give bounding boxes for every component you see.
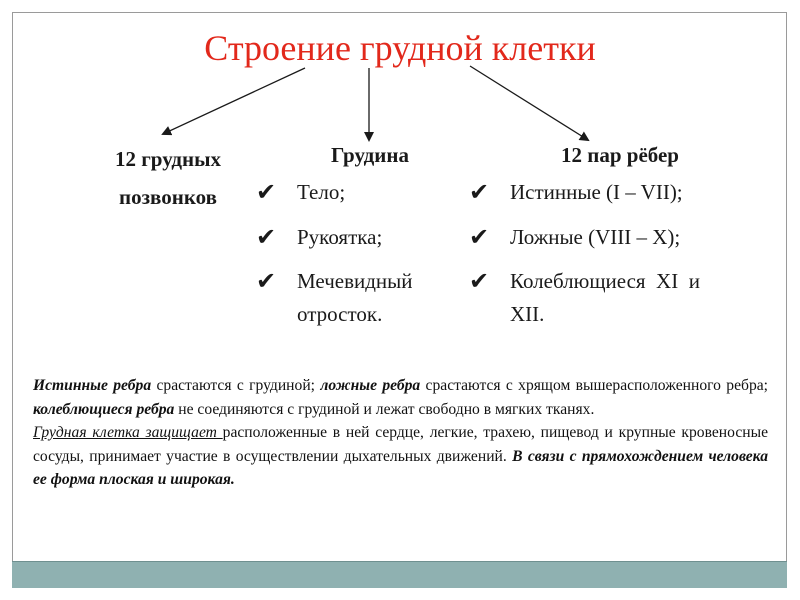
description-paragraph-1 xyxy=(33,374,768,421)
ribs-item: Истинные (I – VII); xyxy=(510,180,683,204)
ribs-item: XII. xyxy=(510,302,545,326)
vertebrae-heading-line2: позвонков xyxy=(119,185,217,209)
ribs-item: Ложные (VIII – X); xyxy=(510,225,681,249)
description-fragment: расположенные в ней сердце, легкие, трахею, пищевод и крупные кровеносные сосуды, принимает участие в осуществлении дыхательных движений. xyxy=(33,424,768,465)
slide-title: Строение грудной клетки xyxy=(204,28,596,68)
check-icon: ✔ xyxy=(469,269,490,295)
arrow-to-vertebrae xyxy=(163,68,305,134)
column-sternum-heading: Грудина xyxy=(331,143,409,167)
arrow-to-ribs xyxy=(470,66,588,140)
description-paragraph-2 xyxy=(33,421,768,492)
description-text xyxy=(33,374,768,492)
check-icon: ✔ xyxy=(469,180,490,206)
vertebrae-heading-line1: 12 грудных xyxy=(115,147,221,171)
description-fragment: срастаются с грудиной; xyxy=(151,377,321,394)
term-floating-ribs: колеблющиеся ребра xyxy=(33,400,175,418)
check-icon: ✔ xyxy=(469,225,490,251)
description-fragment: срастаются с хрящом вышерасположенного ребра; xyxy=(420,377,768,394)
sternum-item: Тело; xyxy=(297,180,346,204)
description-fragment: не соединяются с грудиной и лежат свободно в мягких тканях. xyxy=(174,400,595,418)
check-icon: ✔ xyxy=(256,180,277,206)
sternum-item: отросток. xyxy=(297,302,383,326)
footer-bar xyxy=(12,561,787,588)
sternum-item: Рукоятка; xyxy=(297,225,383,249)
term-upright-walking: В связи с прямохождением человека ее форма плоская и широкая. xyxy=(33,447,768,488)
column-ribs-heading: 12 пар рёбер xyxy=(560,143,679,167)
term-true-ribs: Истинные ребра xyxy=(33,377,152,394)
sternum-item: Мечевидный xyxy=(297,269,413,293)
term-false-ribs: ложные ребра xyxy=(320,377,421,394)
ribs-item: Колеблющиеся XI и xyxy=(510,269,700,293)
check-icon: ✔ xyxy=(256,269,277,295)
check-icon: ✔ xyxy=(256,225,277,251)
term-chest-protects: Грудная клетка защищает xyxy=(33,424,223,441)
column-vertebrae-heading xyxy=(88,143,248,213)
